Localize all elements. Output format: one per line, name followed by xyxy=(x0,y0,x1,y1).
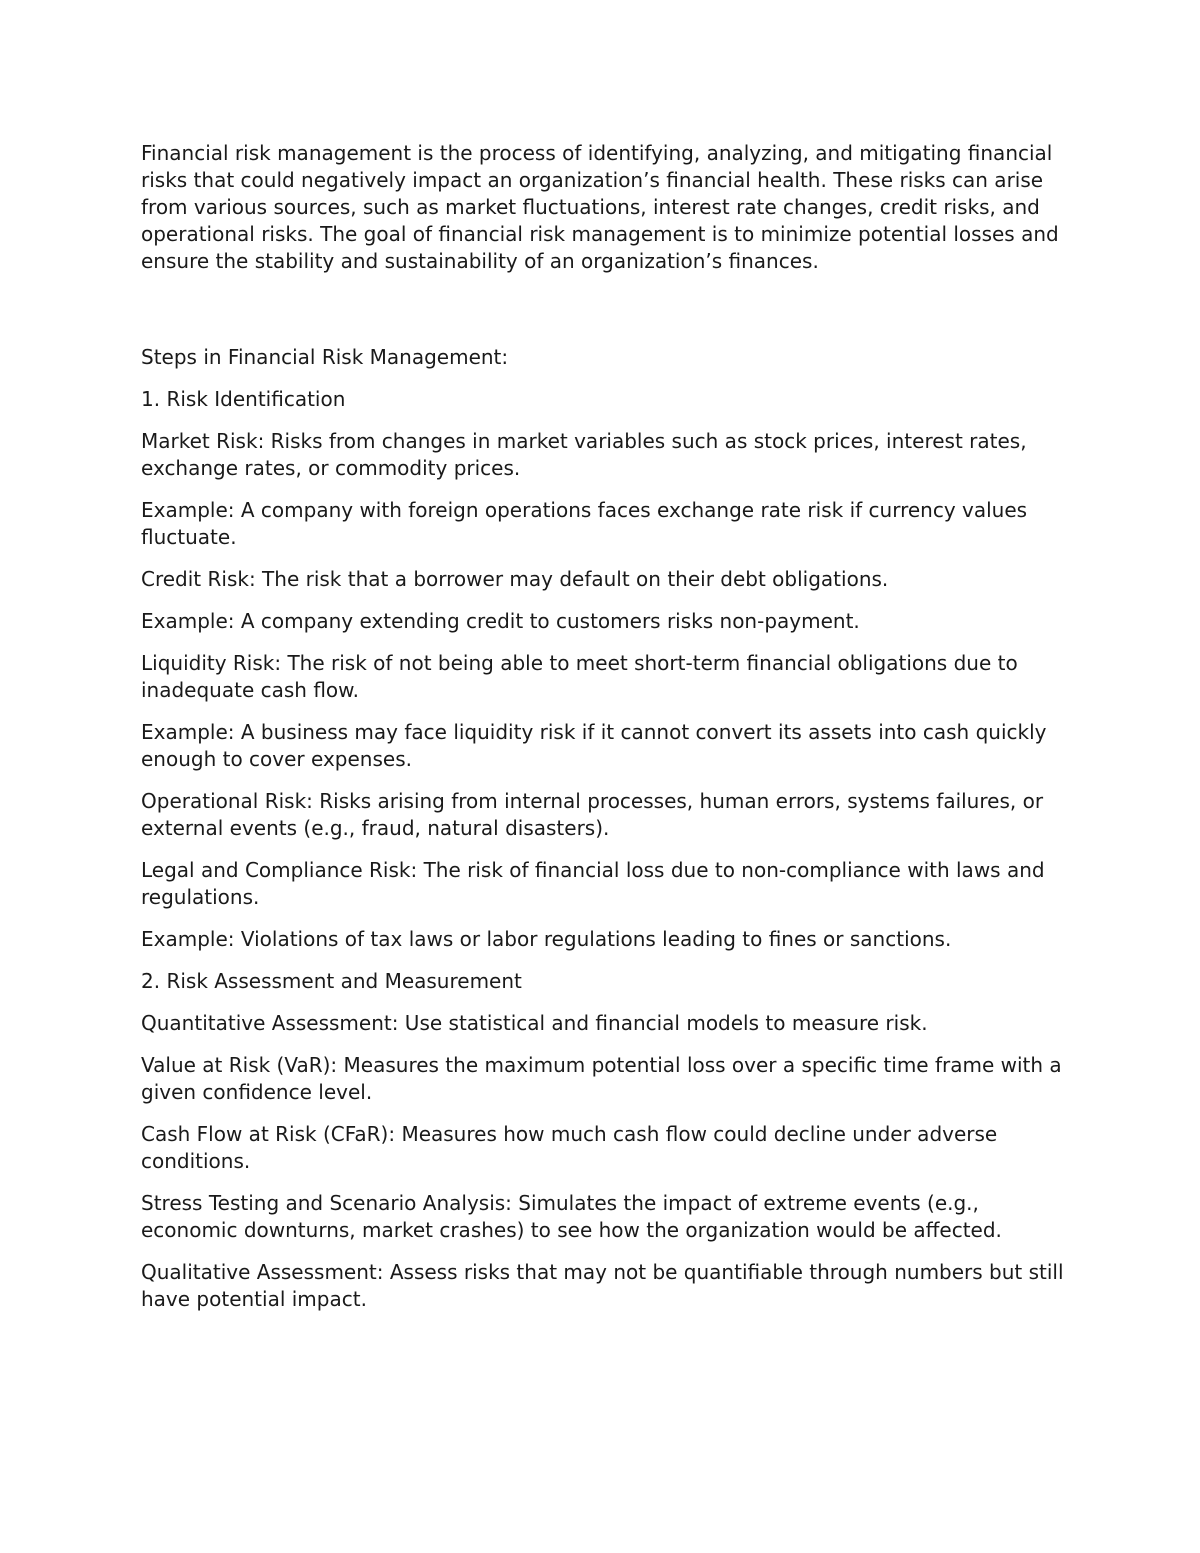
cash-flow-at-risk-paragraph: Cash Flow at Risk (CFaR): Measures how much cash flow could decline under adverse conditions. xyxy=(141,1122,998,1173)
intro-paragraph: Financial risk management is the process of identifying, analyzing, and mitigating financial risks that could negatively impact an organization’s financial health. These risks can arise from various sources, such as market fluctuations, interest rate changes, credit risks, and operational risks. The goal of financial risk management is to minimize potential losses and ensure the stability and sustainability of an organization’s finances. xyxy=(141,141,1059,273)
liquidity-risk-example: Example: A business may face liquidity risk if it cannot convert its assets into cash quickly enough to cover expenses. xyxy=(141,720,1047,771)
value-at-risk-paragraph: Value at Risk (VaR): Measures the maximum potential loss over a specific time frame with a given confidence level. xyxy=(141,1053,1062,1104)
market-risk-paragraph: Market Risk: Risks from changes in market variables such as stock prices, interest rates, exchange rates, or commodity prices. xyxy=(141,429,1027,480)
section-heading-risk-identification: 1. Risk Identification xyxy=(141,387,346,411)
legal-compliance-example: Example: Violations of tax laws or labor regulations leading to fines or sanctions. xyxy=(141,927,952,951)
liquidity-risk-paragraph: Liquidity Risk: The risk of not being able to meet short-term financial obligations due to inadequate cash flow. xyxy=(141,651,1018,702)
credit-risk-example: Example: A company extending credit to customers risks non-payment. xyxy=(141,609,860,633)
credit-risk-paragraph: Credit Risk: The risk that a borrower may default on their debt obligations. xyxy=(141,567,889,591)
operational-risk-paragraph: Operational Risk: Risks arising from internal processes, human errors, systems failures, or external events (e.g., fraud, natural disasters). xyxy=(141,789,1044,840)
legal-compliance-risk-paragraph: Legal and Compliance Risk: The risk of financial loss due to non-compliance with laws and regulations. xyxy=(141,858,1045,909)
qualitative-assessment-paragraph: Qualitative Assessment: Assess risks that may not be quantifiable through numbers but still have potential impact. xyxy=(141,1260,1064,1311)
section-heading-risk-assessment: 2. Risk Assessment and Measurement xyxy=(141,969,522,993)
quantitative-assessment-paragraph: Quantitative Assessment: Use statistical and financial models to measure risk. xyxy=(141,1011,928,1035)
steps-heading: Steps in Financial Risk Management: xyxy=(141,345,509,369)
stress-testing-paragraph: Stress Testing and Scenario Analysis: Simulates the impact of extreme events (e.g., economic downturns, market crashes) to see how the organization would be affected. xyxy=(141,1191,1002,1242)
document-body xyxy=(141,140,1071,1328)
market-risk-example: Example: A company with foreign operations faces exchange rate risk if currency values fluctuate. xyxy=(141,498,1028,549)
